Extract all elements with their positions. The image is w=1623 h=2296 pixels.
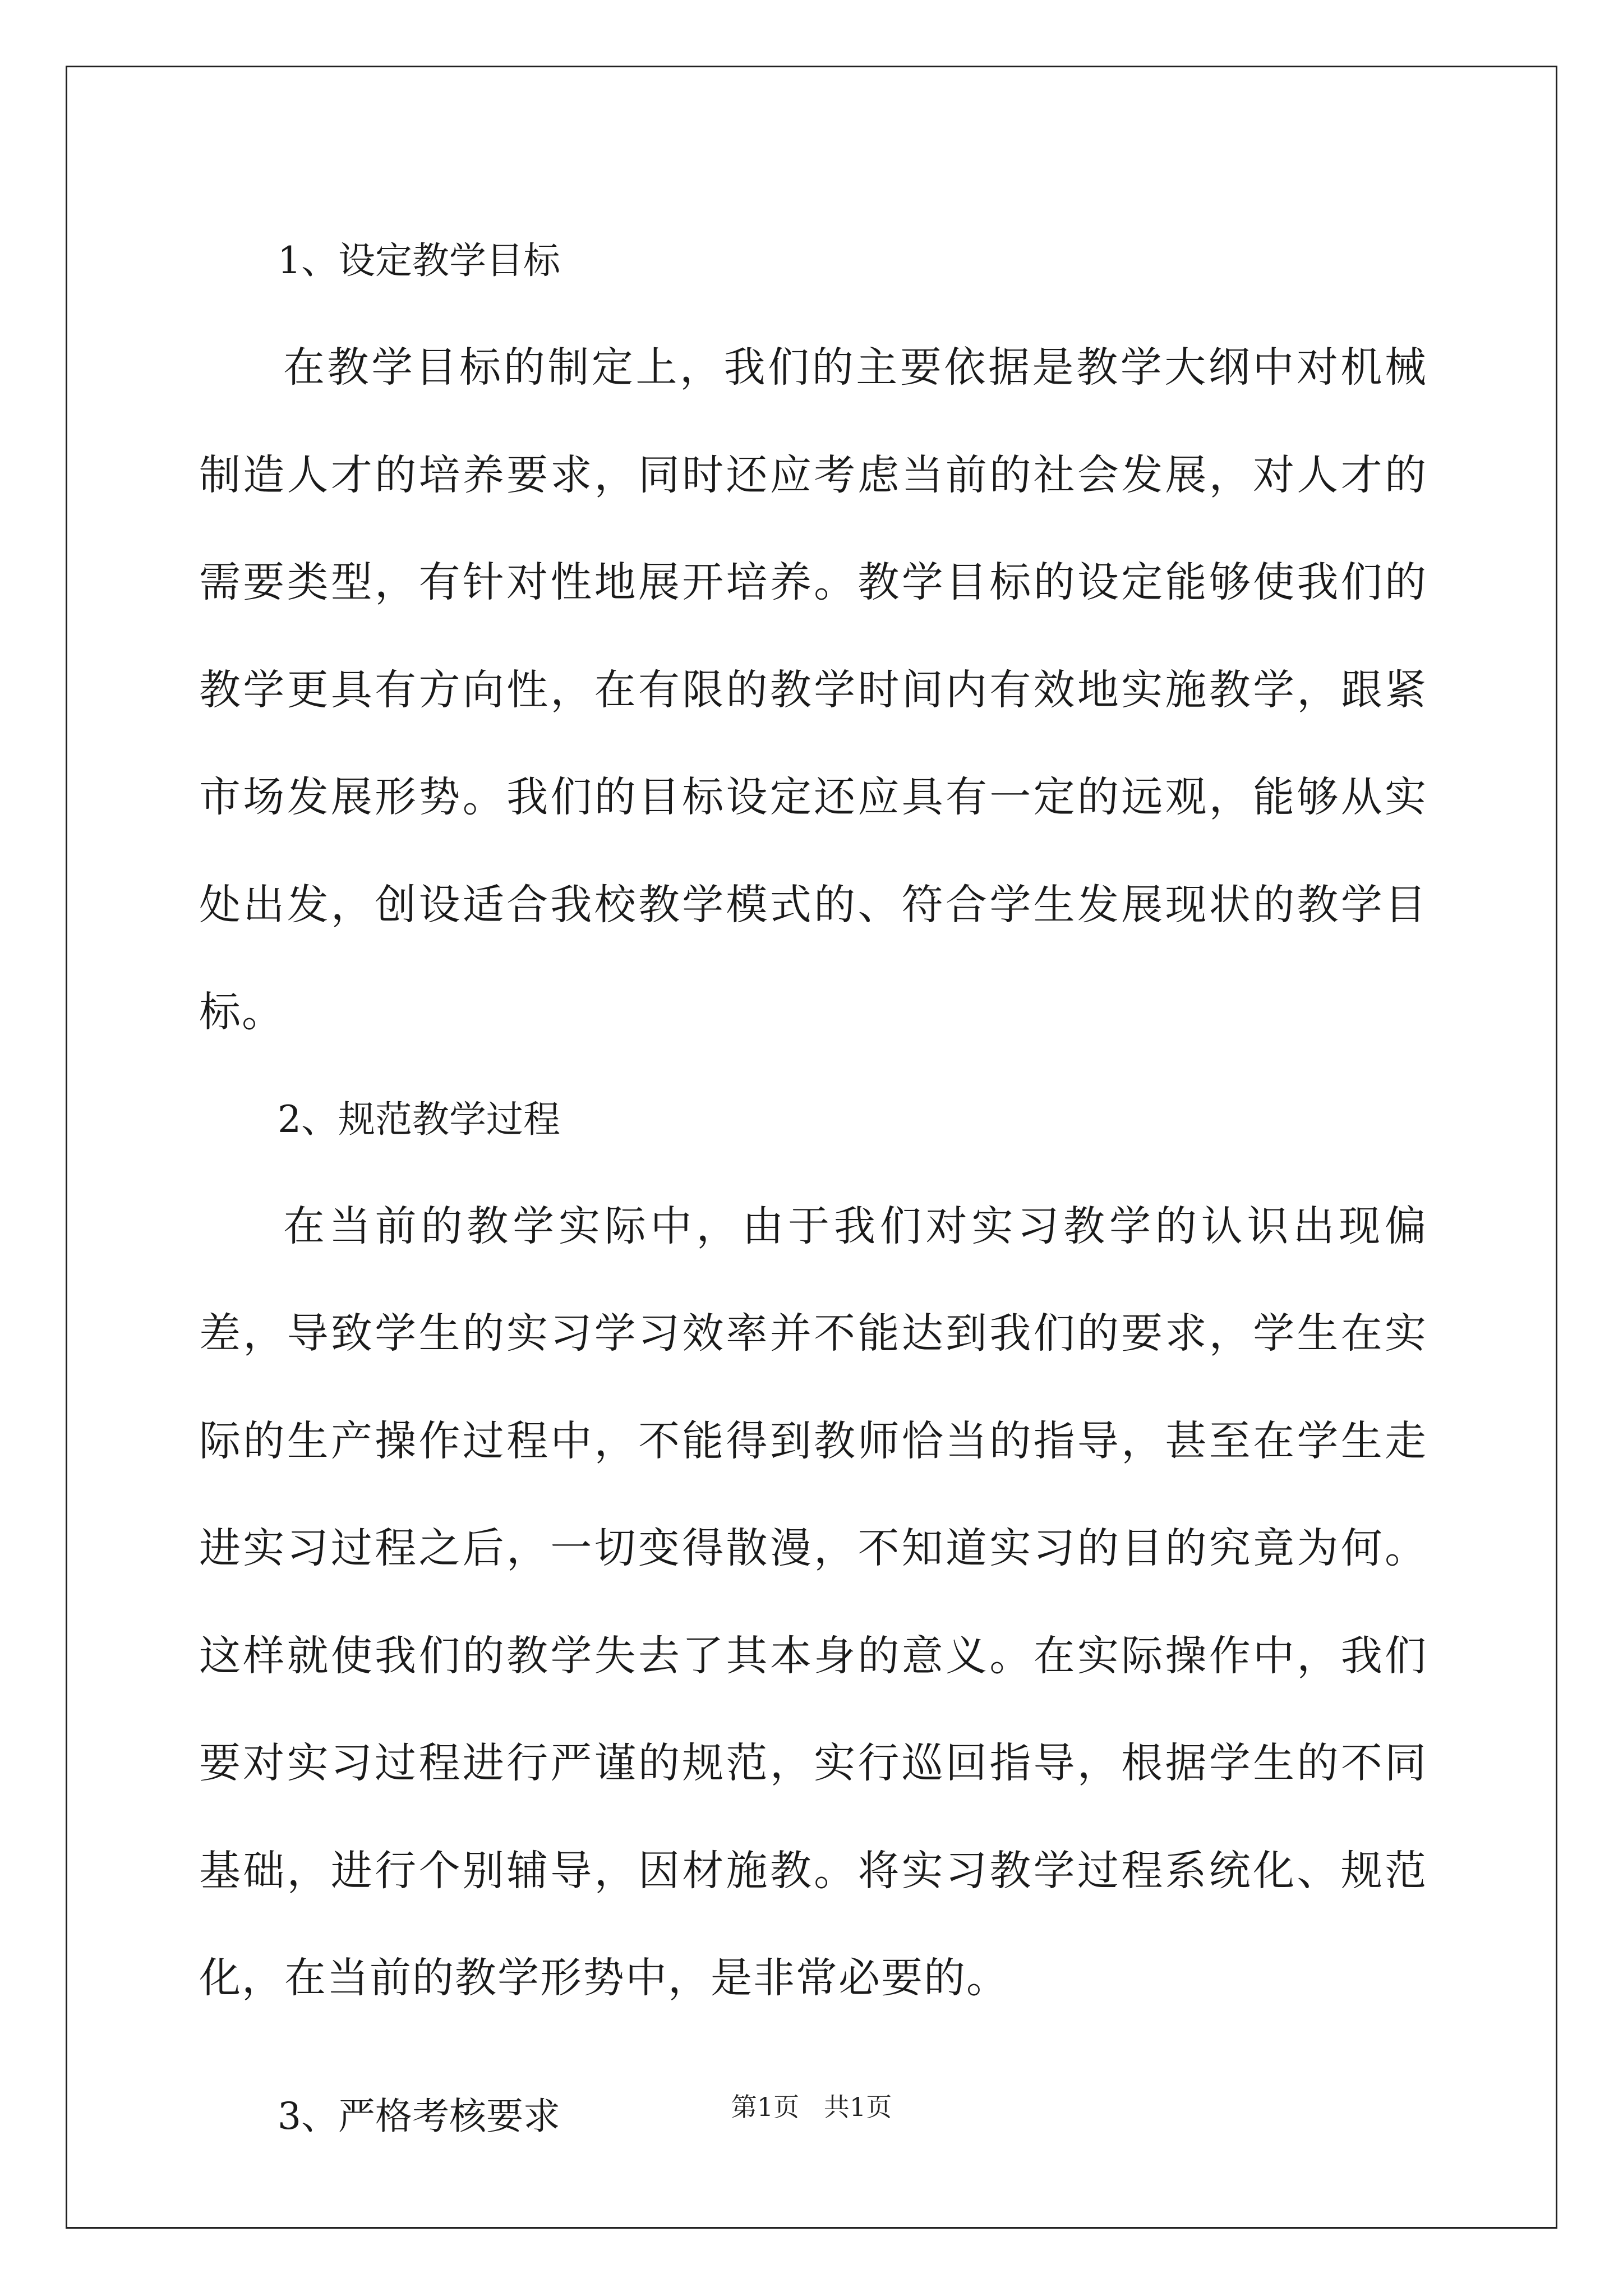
page-number-footer: 第1页 共1页 [731, 2092, 892, 2122]
section-heading-1: 1、设定教学目标 [278, 239, 560, 282]
section-heading-2: 2、规范教学过程 [278, 1097, 560, 1141]
section-paragraph-1: 在教学目标的制定上，我们的主要依据是教学大纲中对机械制造人才的培养要求，同时还应考虑当前的社会发展，对人才的需要类型，有针对性地展开培养。教学目标的设定能够使我们的教学更具有方向性，在有限的教学时间内有效地实施教学，跟紧市场发展形势。我们的目标设定还应具有一定的远观，能够从实处出发，创设适合我校教学模式的、符合学生发展现状的教学目标。 [199, 343, 1427, 1036]
document-body [199, 208, 1427, 2170]
section-paragraph-2: 在当前的教学实际中，由于我们对实习教学的认识出现偏差，导致学生的实习学习效率并不能达到我们的要求，学生在实际的生产操作过程中，不能得到教师恰当的指导，甚至在学生走进实习过程之后，一切变得散漫，不知道实习的目的究竟为何。这样就使我们的教学失去了其本身的意义。在实际操作中，我们要对实习过程进行严谨的规范，实行巡回指导，根据学生的不同基础，进行个别辅导，因材施教。将实习教学过程系统化、规范化，在当前的教学形势中，是非常必要的。 [199, 1202, 1427, 2002]
section-heading-3: 3、严格考核要求 [278, 2094, 560, 2138]
